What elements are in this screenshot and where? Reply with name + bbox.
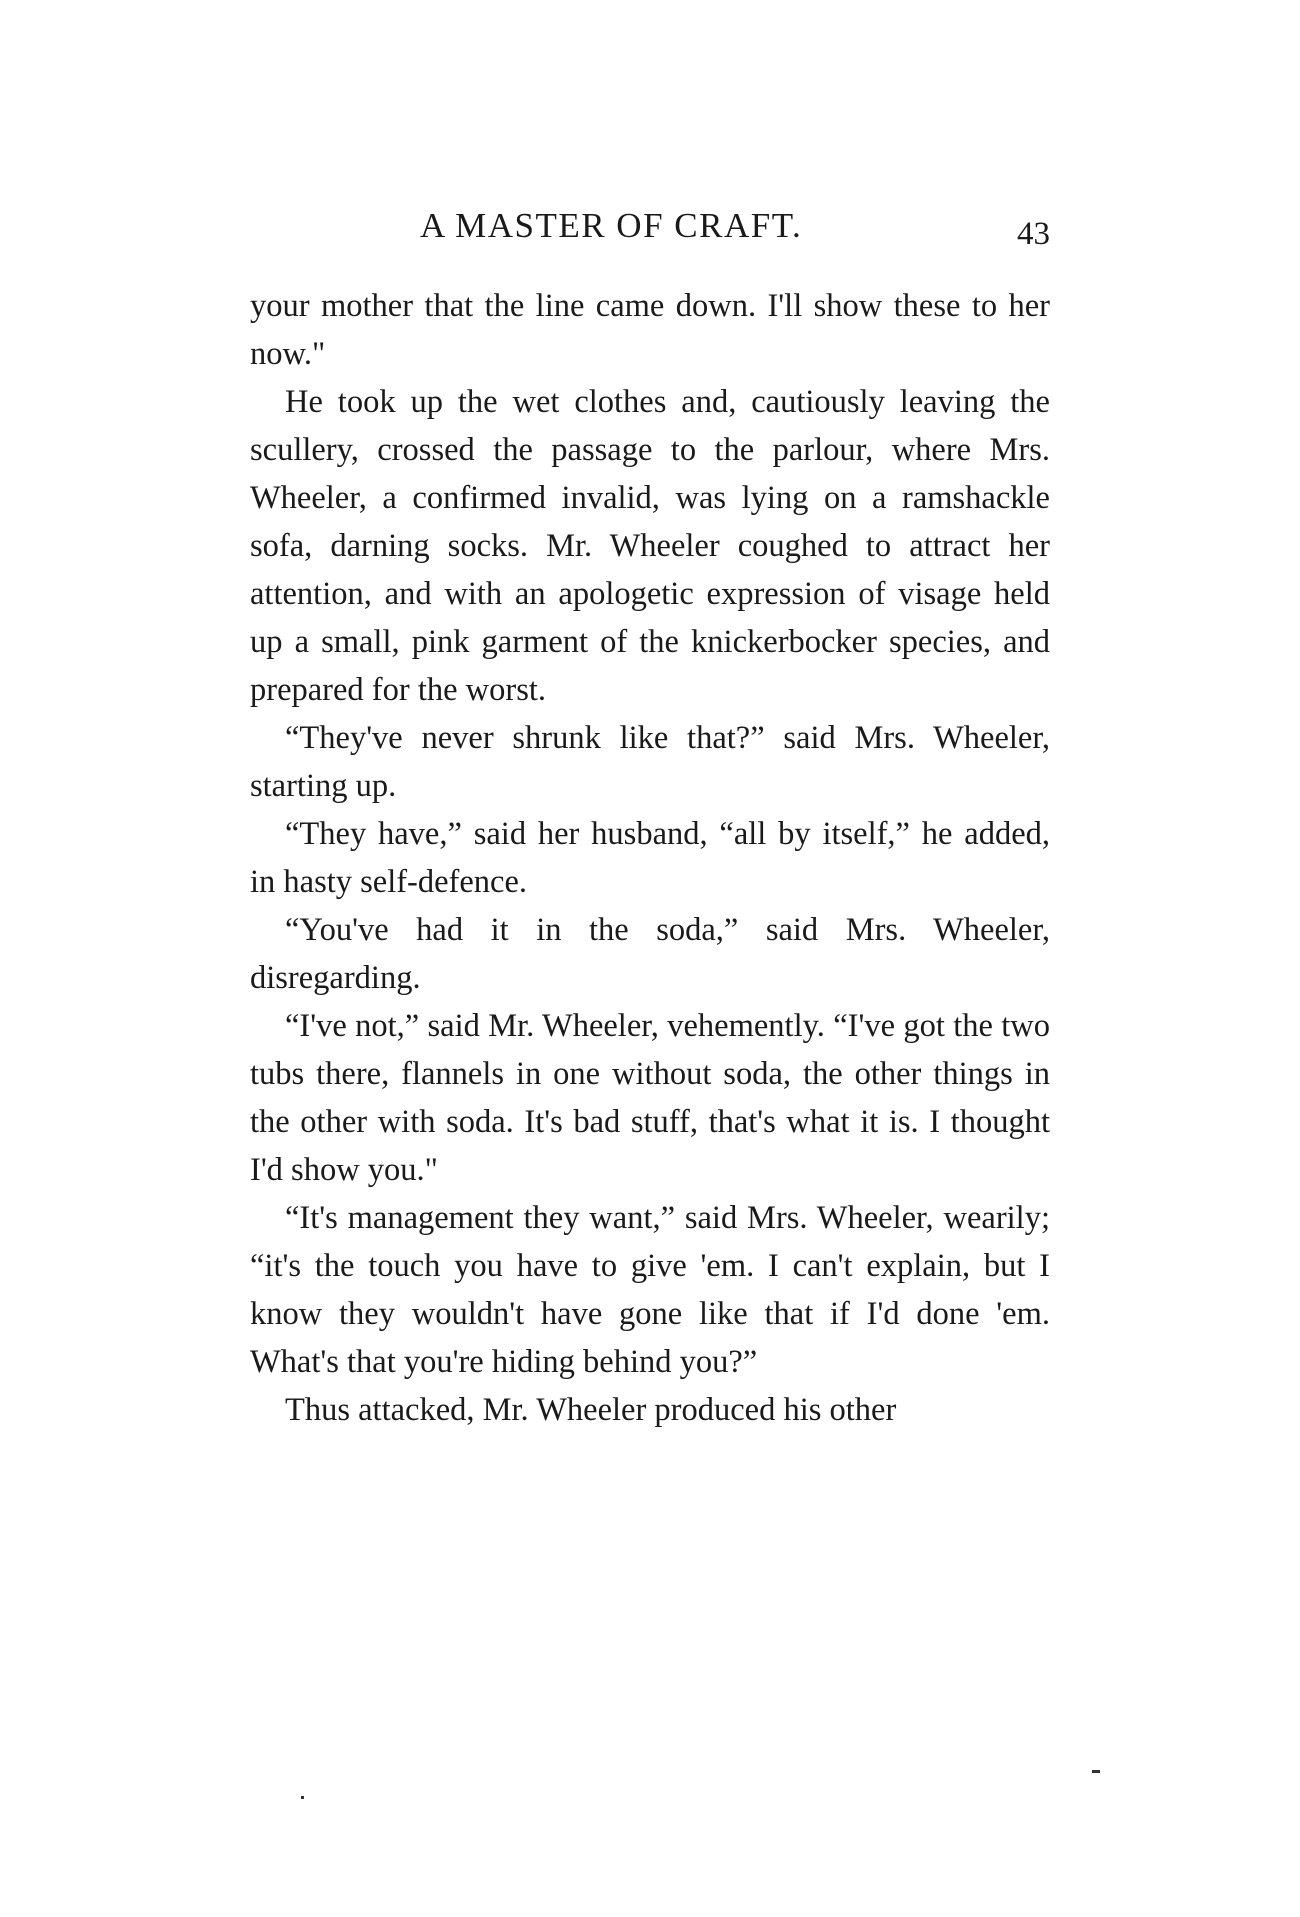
page-number: 43 xyxy=(1017,216,1050,252)
paragraph: “I've not,” said Mr. Wheeler, vehemently. “I've got the two tubs there, flannels in one without soda, the other things in the other with soda. It's bad stuff, that's what it is. I thought I'd show you." xyxy=(250,1008,1050,1188)
paragraph: “It's management they want,” said Mrs. Wheeler, wearily; “it's the touch you have to give 'em. I can't explain, but I know they wouldn't have gone like that if I'd done 'em. What's that you're hiding behind you?” xyxy=(250,1200,1050,1380)
running-title: A MASTER OF CRAFT. xyxy=(420,206,803,245)
paragraph: Thus attacked, Mr. Wheeler produced his other xyxy=(285,1392,897,1428)
scan-speck xyxy=(1092,1770,1100,1773)
running-head xyxy=(250,206,1050,250)
paragraph: “You've had it in the soda,” said Mrs. Wheeler, disregarding. xyxy=(250,912,1050,996)
scan-speck xyxy=(301,1796,304,1799)
body-text xyxy=(250,282,1050,1434)
paragraph: “They have,” said her husband, “all by itself,” he added, in hasty self-defence. xyxy=(250,816,1050,900)
paragraph: He took up the wet clothes and, cautiously leaving the scullery, crossed the passage to the parlour, where Mrs. Wheeler, a confirmed invalid, was lying on a ramshackle sofa, darning socks. Mr. Wheeler coughed to attract her attention, and with an apologetic expression of visage held up a small, pink garment of the knickerbocker species, and prepared for the worst. xyxy=(250,384,1050,708)
paragraph-continued: your mother that the line came down. I'll show these to her now." xyxy=(250,288,1050,372)
paragraph: “They've never shrunk like that?” said Mrs. Wheeler, starting up. xyxy=(250,720,1050,804)
